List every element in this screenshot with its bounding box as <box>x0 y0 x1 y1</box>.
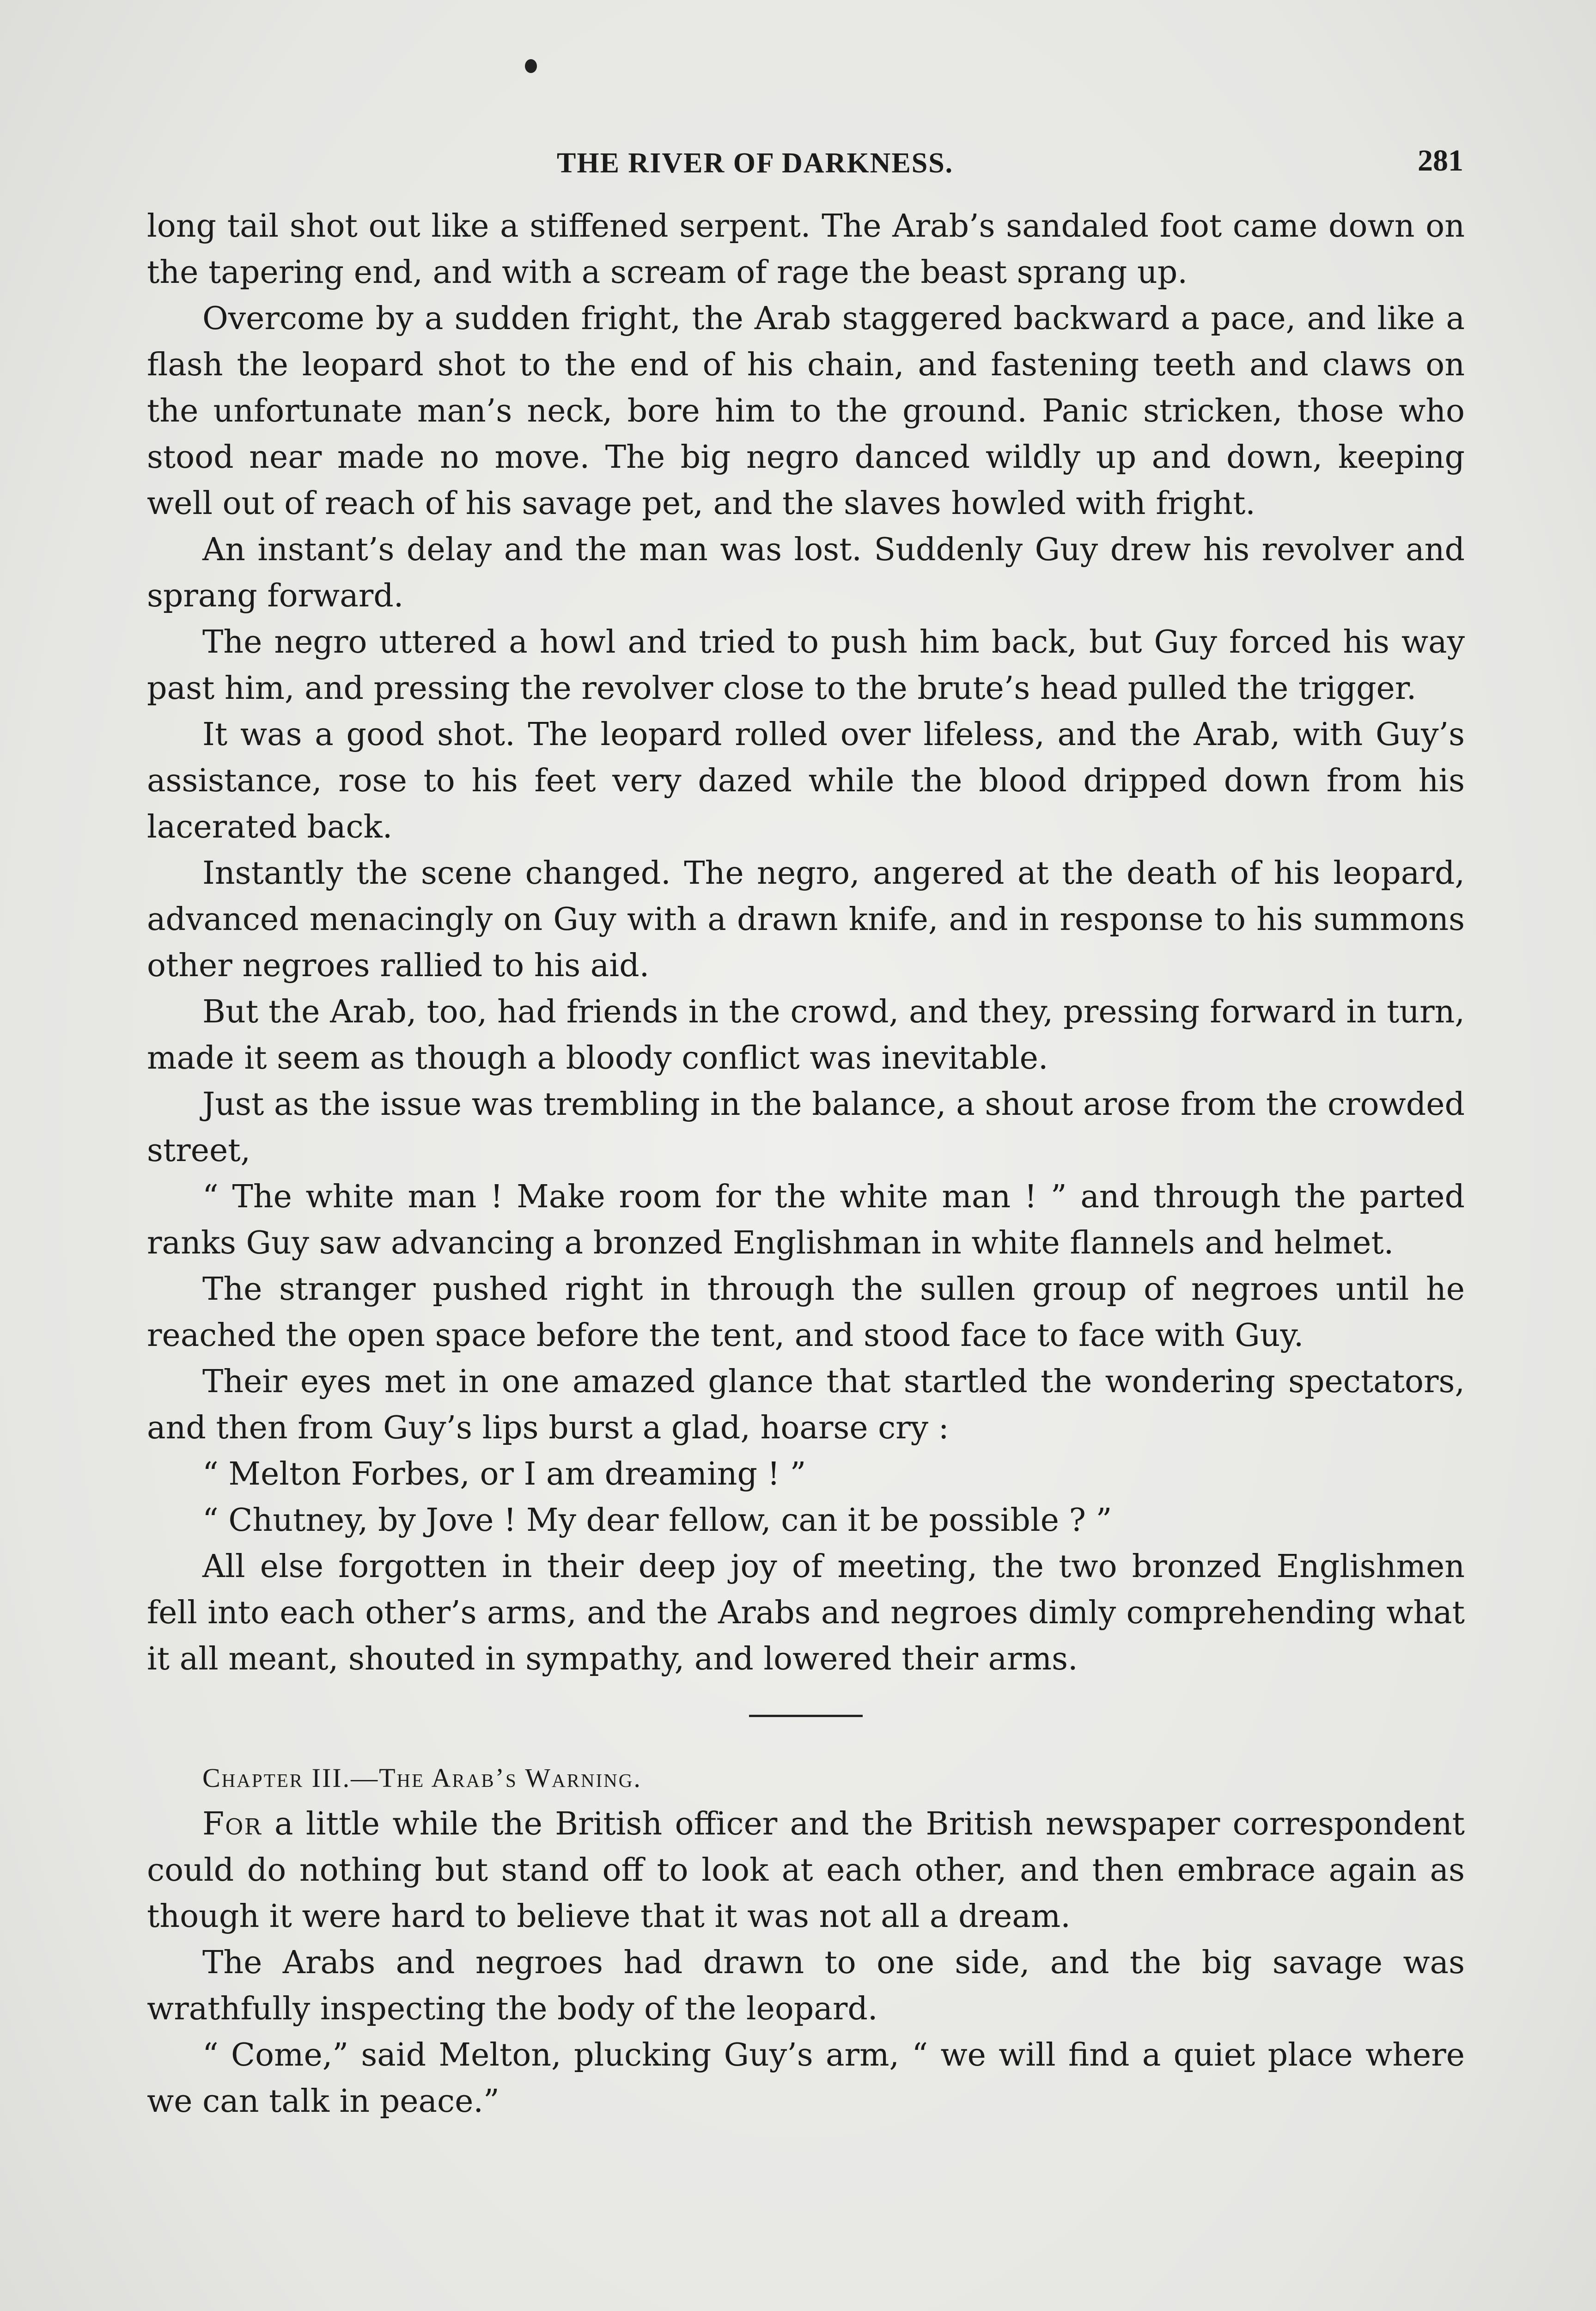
paragraph: An instant’s delay and the man was lost. Suddenly Guy drew his revolver and sprang forward. <box>147 532 1465 614</box>
paragraph: Instantly the scene changed. The negro, angered at the death of his leopard, advanced menacingly on Guy with a drawn knife, and in response to his summons other negroes rallied to his aid. <box>147 855 1465 984</box>
paragraph: “ Come,” said Melton, plucking Guy’s arm, “ we will find a quiet place where we can talk in peace.” <box>147 2037 1465 2120</box>
chapter-heading: Chapter III.—The Arab’s Warning. <box>202 1763 642 1793</box>
section-divider <box>749 1715 863 1717</box>
paragraph: The stranger pushed right in through the sullen group of negroes until he reached the open space before the tent, and stood face to face with Guy. <box>147 1271 1465 1354</box>
page-number: 281 <box>1418 144 1463 177</box>
paragraph: Their eyes met in one amazed glance that startled the wondering spectators, and then from Guy’s lips burst a glad, hoarse cry : <box>147 1363 1465 1446</box>
ink-dot <box>525 59 537 73</box>
paragraph: All else forgotten in their deep joy of meeting, the two bronzed Englishmen fell into each other’s arms, and the Arabs and negroes dimly comprehending what it all meant, shouted in sympathy, and lowered their arms. <box>147 1548 1465 1677</box>
paragraph: “ Melton Forbes, or I am dreaming ! ” <box>202 1456 806 1492</box>
paragraph: Just as the issue was trembling in the balance, a shout arose from the crowded street, <box>147 1086 1465 1169</box>
chapter-first-paragraph-text: a little while the British officer and the British newspaper correspondent could do nothing but stand off to look at each other, and then embrace again as though it were hard to believe that it was not all a dream. <box>147 1806 1465 1935</box>
paragraph: “ Chutney, by Jove ! My dear fellow, can it be possible ? ” <box>202 1502 1112 1539</box>
chapter-first-paragraph <box>147 1801 1465 1940</box>
paragraph: “ The white man ! Make room for the white man ! ” and through the parted ranks Guy saw advancing a bronzed Englishman in white flannels and helmet. <box>147 1179 1465 1261</box>
paragraph: The negro uttered a howl and tried to push him back, but Guy forced his way past him, and pressing the revolver close to the brute’s head pulled the trigger. <box>147 624 1465 707</box>
paragraph: Overcome by a sudden fright, the Arab staggered backward a pace, and like a flash the leopard shot to the end of his chain, and fastening teeth and claws on the unfortunate man’s neck, bore him to the ground. Panic stricken, those who stood near made no move. The big negro danced wildly up and down, keeping well out of reach of his savage pet, and the slaves howled with fright. <box>147 300 1465 522</box>
chapter-first-word: For <box>202 1806 262 1842</box>
paragraph: The Arabs and negroes had drawn to one side, and the big savage was wrathfully inspecting the body of the leopard. <box>147 1944 1465 2027</box>
paragraph: But the Arab, too, had friends in the crowd, and they, pressing forward in turn, made it seem as though a bloody conflict was inevitable. <box>147 994 1465 1076</box>
paragraph: long tail shot out like a stiffened serpent. The Arab’s sandaled foot came down on the tapering end, and with a scream of rage the beast sprang up. <box>147 208 1465 291</box>
body-text <box>147 203 1465 2125</box>
running-head: THE RIVER OF DARKNESS. <box>557 147 954 179</box>
paragraph: It was a good shot. The leopard rolled over lifeless, and the Arab, with Guy’s assistance, rose to his feet very dazed while the blood dripped down from his lacerated back. <box>147 716 1465 845</box>
